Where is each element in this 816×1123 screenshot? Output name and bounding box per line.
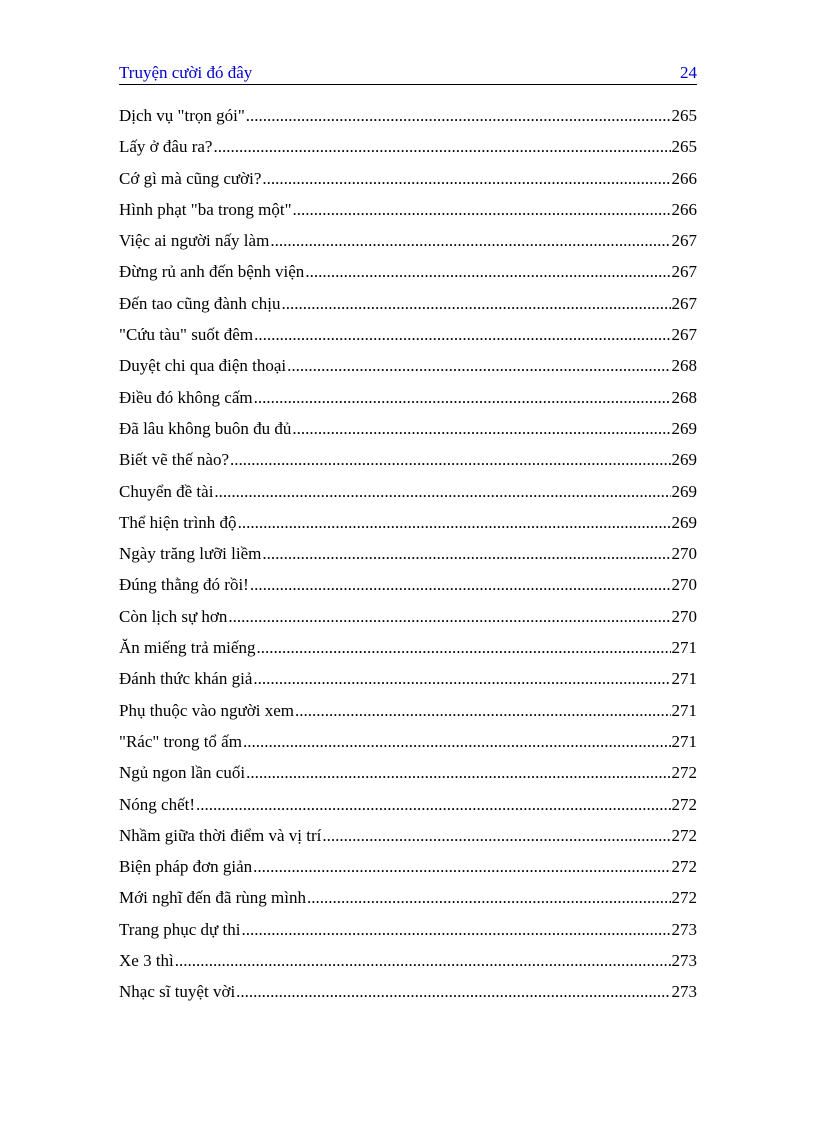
toc-dot-leader (254, 382, 671, 413)
toc-dot-leader (243, 726, 671, 757)
toc-entry-title: Việc ai người nấy làm (119, 231, 270, 251)
toc-entry[interactable] (119, 632, 697, 663)
toc-entry-page: 266 (671, 168, 697, 188)
toc-entry-page: 267 (671, 293, 697, 313)
toc-entry-title: Còn lịch sự hơn (119, 606, 228, 626)
toc-entry[interactable] (119, 820, 697, 851)
toc-entry[interactable] (119, 507, 697, 538)
toc-entry-title: Đã lâu không buôn đu đủ (119, 418, 292, 438)
toc-dot-leader (196, 789, 670, 820)
toc-dot-leader (254, 319, 670, 350)
toc-entry-title: Nóng chết! (119, 794, 196, 814)
toc-entry[interactable] (119, 601, 697, 632)
toc-entry-title: Đến tao cũng đành chịu (119, 293, 281, 313)
toc-entry-page: 265 (671, 137, 697, 157)
toc-entry-title: Đánh thức khán giả (119, 669, 253, 689)
toc-entry-page: 272 (671, 888, 697, 908)
toc-entry-title: "Cứu tàu" suốt đêm (119, 325, 254, 345)
toc-entry-title: Cớ gì mà cũng cười? (119, 168, 262, 188)
toc-entry-page: 272 (671, 825, 697, 845)
toc-entry-title: Hình phạt "ba trong một" (119, 199, 292, 219)
toc-entry[interactable] (119, 569, 697, 600)
toc-entry-page: 266 (671, 199, 697, 219)
toc-dot-leader (256, 632, 670, 663)
toc-dot-leader (246, 757, 670, 788)
toc-entry-title: Phụ thuộc vào người xem (119, 700, 294, 720)
toc-entry[interactable] (119, 882, 697, 913)
toc-entry[interactable] (119, 194, 697, 225)
toc-dot-leader (250, 569, 671, 600)
toc-entry-title: Ngày trăng lưỡi liềm (119, 544, 262, 564)
toc-entry[interactable] (119, 914, 697, 945)
toc-entry[interactable] (119, 100, 697, 131)
toc-entry-page: 267 (671, 231, 697, 251)
toc-entry-page: 271 (671, 638, 697, 658)
toc-entry-page: 271 (671, 700, 697, 720)
toc-dot-leader (262, 163, 670, 194)
toc-dot-leader (175, 945, 671, 976)
toc-entry-title: Đừng rủ anh đến bệnh viện (119, 262, 305, 282)
toc-entry-page: 269 (671, 512, 697, 532)
toc-dot-leader (322, 820, 670, 851)
toc-entry[interactable] (119, 131, 697, 162)
toc-entry[interactable] (119, 789, 697, 820)
toc-entry-page: 268 (671, 356, 697, 376)
toc-entry-page: 269 (671, 481, 697, 501)
toc-entry-page: 272 (671, 857, 697, 877)
toc-entry-page: 271 (671, 731, 697, 751)
toc-entry-title: Chuyển đề tài (119, 481, 214, 501)
toc-entry-title: Ăn miếng trả miếng (119, 638, 256, 658)
header-title: Truyện cười đó đây (119, 63, 253, 82)
toc-entry-page: 271 (671, 669, 697, 689)
toc-entry-title: Ngủ ngon lần cuối (119, 763, 246, 783)
toc-dot-leader (305, 256, 670, 287)
toc-dot-leader (295, 695, 671, 726)
page-header (119, 60, 697, 85)
toc-dot-leader (270, 225, 670, 256)
toc-entry-page: 273 (671, 919, 697, 939)
toc-entry-page: 269 (671, 450, 697, 470)
toc-entry-title: Nhầm giữa thời điểm và vị trí (119, 825, 322, 845)
toc-entry[interactable] (119, 444, 697, 475)
toc-entry[interactable] (119, 538, 697, 569)
toc-entry-title: Biết vẽ thế nào? (119, 450, 229, 470)
toc-entry-page: 270 (671, 575, 697, 595)
toc-entry-title: Thể hiện trình độ (119, 512, 237, 532)
toc-entry[interactable] (119, 256, 697, 287)
toc-entry[interactable] (119, 225, 697, 256)
toc-entry[interactable] (119, 757, 697, 788)
toc-dot-leader (281, 288, 670, 319)
toc-entry-title: Duyệt chi qua điện thoại (119, 356, 287, 376)
table-of-contents (119, 100, 697, 1008)
toc-dot-leader (246, 100, 671, 131)
toc-entry-title: Nhạc sĩ tuyệt vời (119, 982, 236, 1002)
toc-entry-page: 270 (671, 606, 697, 626)
toc-entry-page: 267 (671, 325, 697, 345)
toc-dot-leader (228, 601, 670, 632)
toc-dot-leader (213, 131, 670, 162)
toc-entry[interactable] (119, 288, 697, 319)
toc-entry-title: Lấy ở đâu ra? (119, 137, 213, 157)
toc-entry[interactable] (119, 319, 697, 350)
toc-entry-page: 272 (671, 794, 697, 814)
toc-dot-leader (236, 976, 670, 1007)
toc-entry-title: Dịch vụ "trọn gói" (119, 106, 245, 125)
toc-entry[interactable] (119, 476, 697, 507)
toc-entry-page: 265 (671, 106, 697, 125)
toc-entry-title: "Rác" trong tổ ấm (119, 731, 242, 751)
toc-entry[interactable] (119, 413, 697, 444)
toc-entry[interactable] (119, 350, 697, 381)
toc-entry[interactable] (119, 663, 697, 694)
toc-dot-leader (214, 476, 670, 507)
toc-dot-leader (230, 444, 671, 475)
toc-entry-page: 270 (671, 544, 697, 564)
toc-entry-page: 267 (671, 262, 697, 282)
toc-entry-title: Biện pháp đơn giản (119, 857, 253, 877)
toc-dot-leader (293, 194, 671, 225)
toc-entry-title: Xe 3 thì (119, 951, 174, 971)
toc-dot-leader (292, 413, 670, 444)
toc-entry-page: 273 (671, 951, 697, 971)
toc-dot-leader (262, 538, 670, 569)
toc-entry-title: Trang phục dự thi (119, 919, 241, 939)
toc-dot-leader (241, 914, 670, 945)
header-page-number: 24 (680, 63, 697, 82)
toc-entry-page: 269 (671, 418, 697, 438)
toc-dot-leader (238, 507, 671, 538)
toc-entry-title: Điều đó không cấm (119, 387, 253, 407)
toc-entry-page: 272 (671, 763, 697, 783)
toc-entry-title: Đúng thằng đó rồi! (119, 575, 249, 595)
toc-entry-page: 268 (671, 387, 697, 407)
toc-entry[interactable] (119, 726, 697, 757)
toc-entry-page: 273 (671, 982, 697, 1002)
toc-dot-leader (253, 663, 670, 694)
toc-dot-leader (253, 851, 670, 882)
toc-dot-leader (307, 882, 671, 913)
toc-entry[interactable] (119, 695, 697, 726)
toc-entry[interactable] (119, 851, 697, 882)
toc-entry[interactable] (119, 945, 697, 976)
toc-entry[interactable] (119, 382, 697, 413)
toc-entry[interactable] (119, 163, 697, 194)
toc-entry-title: Mới nghĩ đến đã rùng mình (119, 888, 306, 908)
toc-entry[interactable] (119, 976, 697, 1007)
toc-dot-leader (287, 350, 670, 381)
